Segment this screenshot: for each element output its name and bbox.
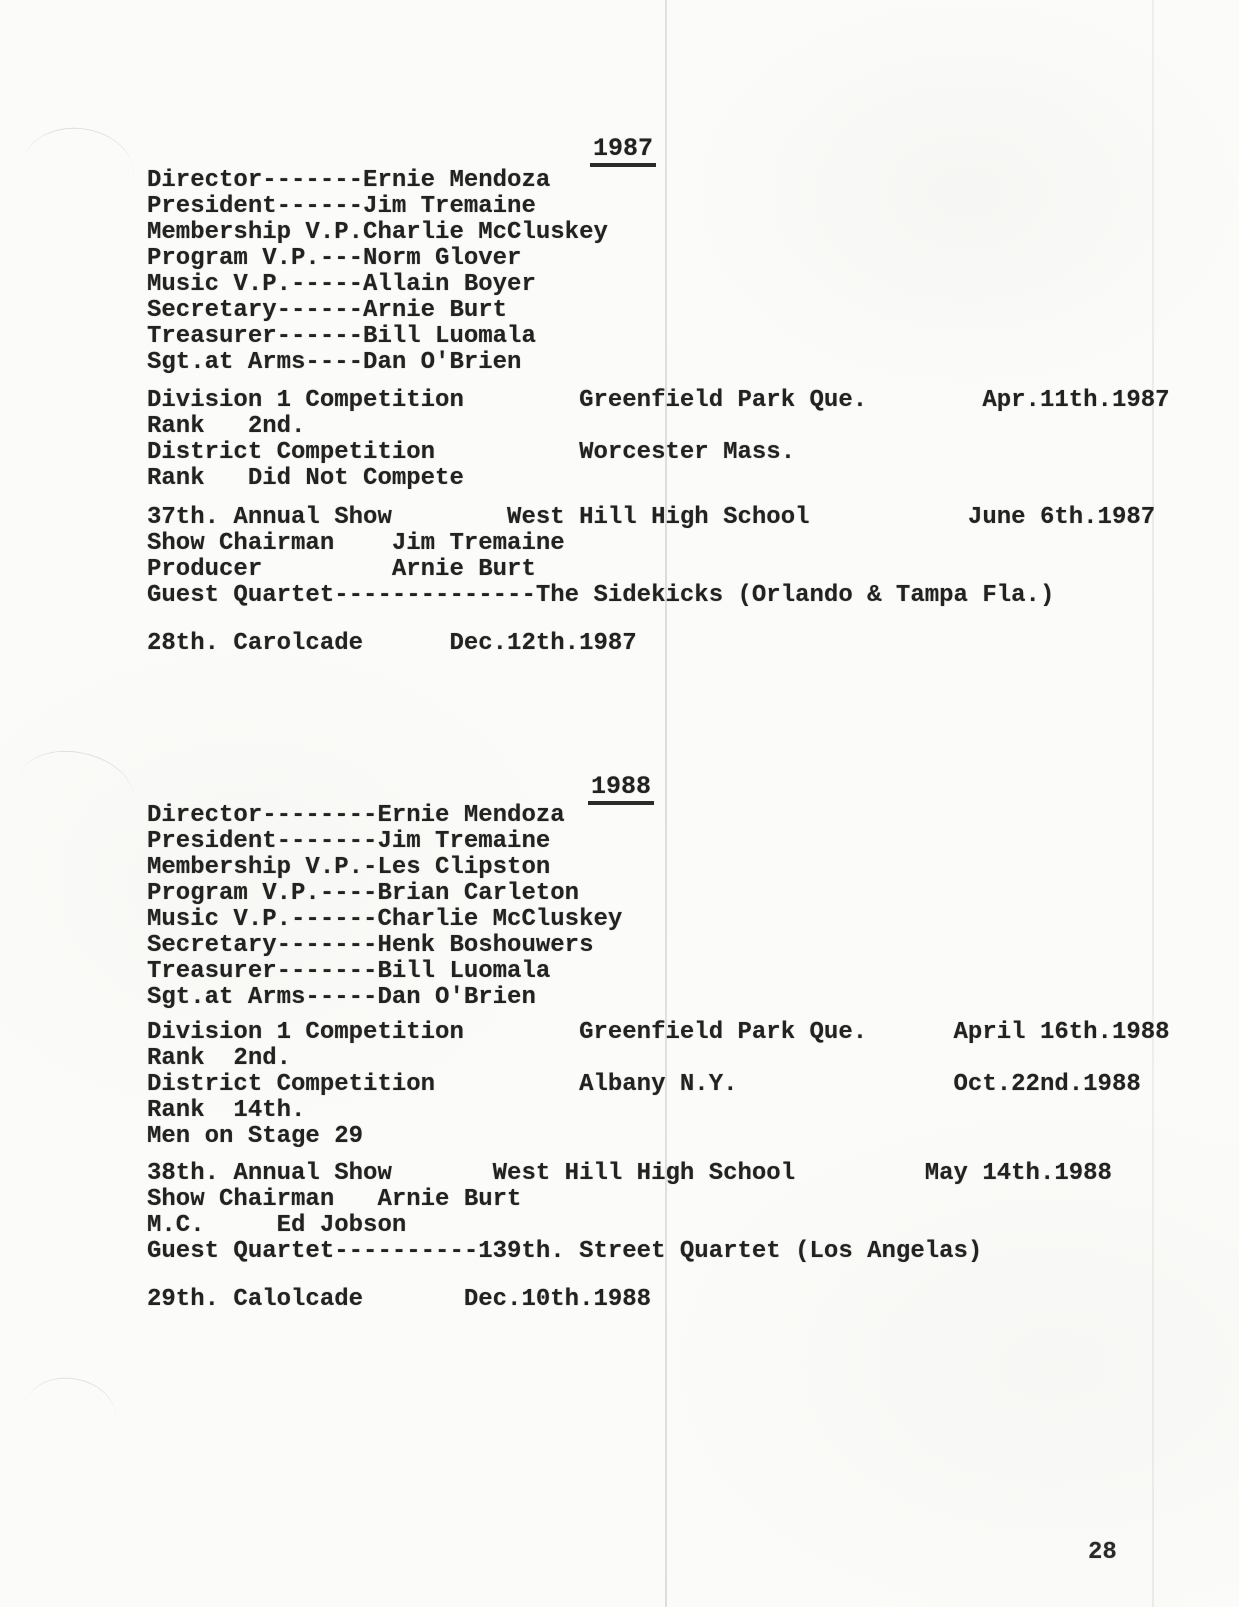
officer-line: Treasurer------Bill Luomala xyxy=(147,323,536,350)
officer-line: President------Jim Tremaine xyxy=(147,193,536,220)
officer-line: Program V.P.---Norm Glover xyxy=(147,245,522,272)
competition-line: Rank 2nd. xyxy=(147,413,306,440)
show-line: 37th. Annual Show West Hill High School June 6th.1987 xyxy=(147,504,1156,531)
officer-line: Director--------Ernie Mendoza xyxy=(147,802,565,829)
officer-line: Secretary------Arnie Burt xyxy=(147,297,508,324)
competition-line: Rank 2nd. xyxy=(147,1045,292,1072)
officer-line: Membership V.P.Charlie McCluskey xyxy=(147,219,608,246)
carolcade-line: 29th. Calolcade Dec.10th.1988 xyxy=(147,1286,652,1313)
competition-results-1987 xyxy=(147,388,1170,492)
binder-curl-mark xyxy=(11,741,140,838)
competition-line: Men on Stage 29 xyxy=(147,1123,364,1150)
page-number: 28 xyxy=(1088,1539,1117,1566)
competition-line: Division 1 Competition Greenfield Park Que. April 16th.1988 xyxy=(147,1019,1170,1046)
page-edge-line xyxy=(1152,0,1154,1607)
show-line: Producer Arnie Burt xyxy=(147,556,536,583)
officer-line: Sgt.at Arms----Dan O'Brien xyxy=(147,349,522,376)
competition-results-1988 xyxy=(147,1020,1170,1150)
officer-line: Program V.P.----Brian Carleton xyxy=(147,880,580,907)
officers-list-1988 xyxy=(147,803,622,1011)
competition-line: Rank Did Not Compete xyxy=(147,465,464,492)
officer-line: Music V.P.-----Allain Boyer xyxy=(147,271,536,298)
carolcade-1988 xyxy=(147,1287,651,1313)
competition-line: District Competition Albany N.Y. Oct.22nd.1988 xyxy=(147,1071,1141,1098)
officer-line: President-------Jim Tremaine xyxy=(147,828,551,855)
officer-line: Music V.P.------Charlie McCluskey xyxy=(147,906,623,933)
carolcade-1987 xyxy=(147,631,637,657)
section-heading-1987: 1987 xyxy=(590,136,656,167)
annual-show-1988 xyxy=(147,1161,1112,1265)
officer-line: Treasurer-------Bill Luomala xyxy=(147,958,551,985)
binder-curl-mark xyxy=(17,121,139,219)
binder-curl-mark xyxy=(19,1371,122,1457)
show-line: Show Chairman Jim Tremaine xyxy=(147,530,565,557)
show-line: Guest Quartet--------------The Sidekicks (Orlando & Tampa Fla.) xyxy=(147,582,1055,609)
section-heading-1988: 1988 xyxy=(588,774,654,805)
show-line: M.C. Ed Jobson xyxy=(147,1212,407,1239)
carolcade-line: 28th. Carolcade Dec.12th.1987 xyxy=(147,630,637,657)
annual-show-1987 xyxy=(147,505,1155,609)
officers-list-1987 xyxy=(147,168,608,376)
officer-line: Secretary-------Henk Boshouwers xyxy=(147,932,594,959)
officer-line: Membership V.P.-Les Clipston xyxy=(147,854,551,881)
officer-line: Sgt.at Arms-----Dan O'Brien xyxy=(147,984,536,1011)
officer-line: Director-------Ernie Mendoza xyxy=(147,167,551,194)
competition-line: Division 1 Competition Greenfield Park Que. Apr.11th.1987 xyxy=(147,387,1170,414)
show-line: 38th. Annual Show West Hill High School May 14th.1988 xyxy=(147,1160,1112,1187)
competition-line: District Competition Worcester Mass. xyxy=(147,439,796,466)
page-fold-line xyxy=(665,0,667,1607)
show-line: Guest Quartet----------139th. Street Quartet (Los Angelas) xyxy=(147,1238,983,1265)
competition-line: Rank 14th. xyxy=(147,1097,306,1124)
show-line: Show Chairman Arnie Burt xyxy=(147,1186,522,1213)
